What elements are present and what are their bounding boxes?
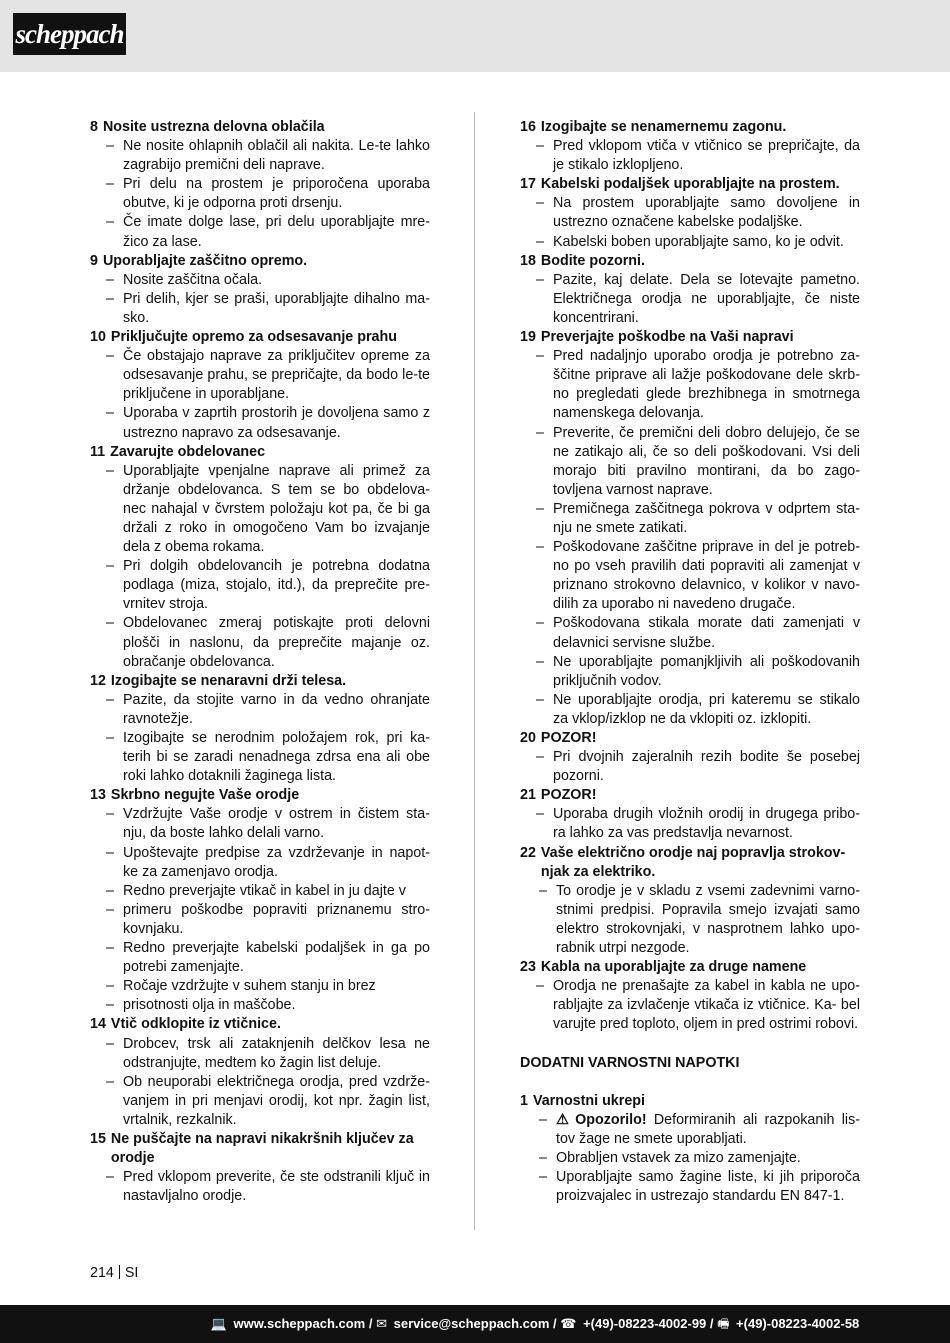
item-number: 20 bbox=[520, 730, 536, 746]
item-heading bbox=[90, 786, 430, 805]
list-item: – Vzdržujte Vaše orodje v ostrem in čistem sta- nju, da boste lahko delali varno. bbox=[90, 805, 430, 843]
item-number: 19 bbox=[520, 329, 536, 346]
footer-website-link[interactable]: www.scheppach.com / bbox=[233, 1316, 373, 1331]
item-heading bbox=[520, 958, 860, 977]
item-heading bbox=[520, 118, 860, 137]
bullet-list bbox=[90, 805, 430, 1015]
item-number: 12 bbox=[90, 672, 106, 689]
list-item: – Obrabljen vstavek za mizo zamenjajte. bbox=[520, 1149, 860, 1168]
item-heading bbox=[520, 844, 860, 882]
bullet-list bbox=[90, 462, 430, 672]
list-item: – Pazite, da stojite varno in da vedno ohranjate ravnotežje. bbox=[90, 691, 430, 729]
item-title: POZOR! bbox=[540, 730, 597, 746]
item-number: 8 bbox=[90, 119, 98, 135]
numbered-item bbox=[90, 443, 430, 672]
warning-text: Deformiranih ali razpokanih lis- tov žage ne smete uporabljati. bbox=[556, 1111, 860, 1147]
item-number: 16 bbox=[520, 119, 536, 135]
item-heading bbox=[90, 118, 430, 137]
item-title: Izogibajte se nenamernemu zagonu. bbox=[540, 119, 787, 135]
page-language: SI bbox=[124, 1265, 139, 1281]
item-title: Uporabljajte zaščitno opremo. bbox=[102, 252, 308, 269]
item-number: 11 bbox=[90, 443, 106, 460]
warning-icon: ⚠ bbox=[556, 1111, 573, 1128]
bullet-list bbox=[520, 194, 860, 251]
item-number: 21 bbox=[520, 787, 536, 804]
bullet-list bbox=[90, 1168, 430, 1206]
item-heading bbox=[90, 672, 430, 691]
footer-bar bbox=[0, 1305, 950, 1343]
bullet-list bbox=[520, 977, 860, 1034]
item-number: 1 bbox=[520, 1092, 528, 1109]
numbered-item bbox=[90, 1130, 430, 1206]
item-heading bbox=[520, 786, 860, 805]
list-item: – Redno preverjajte kabelski podaljšek in ga po potrebi zamenjajte. bbox=[90, 939, 430, 977]
item-title: Bodite pozorni. bbox=[540, 252, 645, 269]
list-item: – Pred vklopom preverite, če ste odstranili ključ in nastavljalno orodje. bbox=[90, 1168, 430, 1206]
list-item: – Pri delu na prostem je priporočena uporaba obutve, ki je odporna proti drsenju. bbox=[90, 175, 430, 213]
bullet-list bbox=[520, 805, 860, 843]
item-number: 9 bbox=[90, 252, 98, 269]
item-title: Vaše električno orodje naj popravlja strokov- njak za elektriko. bbox=[540, 844, 846, 880]
footer-email-link[interactable]: service@scheppach.com / bbox=[393, 1316, 557, 1331]
item-heading bbox=[90, 328, 430, 347]
bullet-list bbox=[90, 137, 430, 252]
bullet-list bbox=[90, 1035, 430, 1130]
warning-label: Opozorilo! bbox=[575, 1111, 647, 1128]
item-heading bbox=[90, 252, 430, 271]
list-item: – Izogibajte se nerodnim položajem rok, pri ka- terih bi se zaradi nenadnega zdrsa ena ali obe roki lahko dotaknili žaginega lista. bbox=[90, 729, 430, 786]
header-bar bbox=[0, 0, 950, 72]
item-heading bbox=[520, 252, 860, 271]
list-item: – Uporaba v zaprtih prostorih je dovoljena samo z ustrezno napravo za odsesavanje. bbox=[90, 404, 430, 442]
numbered-item bbox=[520, 175, 860, 251]
list-item: – Pred vklopom vtiča v vtičnico se prepričajte, da je stikalo izklopljeno. bbox=[520, 137, 860, 175]
list-item: – Orodja ne prenašajte za kabel in kabla ne upo- rabljajte za izvlačenje vtikača iz vtičnice. Ka- bel varujte pred toploto, oljem in pred ostrimi robovi. bbox=[520, 977, 860, 1034]
numbered-item bbox=[90, 252, 430, 328]
phone-icon: ☎ bbox=[560, 1316, 577, 1331]
item-title: Izogibajte se nenaravni drži telesa. bbox=[110, 672, 347, 689]
bullet-list bbox=[90, 347, 430, 442]
brand-logo: scheppach bbox=[13, 13, 126, 55]
item-heading bbox=[90, 443, 430, 462]
fax-icon: 🖷 bbox=[717, 1316, 730, 1331]
numbered-item bbox=[520, 252, 860, 328]
list-item: – Če obstajajo naprave za priključitev opreme za odsesavanje prahu, se prepričajte, da bodo le-te priključene in uporabljane. bbox=[90, 347, 430, 404]
list-item: – Pri dvojnih zajeralnih rezih bodite še posebej pozorni. bbox=[520, 748, 860, 786]
bullet-list bbox=[520, 1111, 860, 1206]
numbered-item bbox=[520, 958, 860, 1034]
page-number bbox=[90, 1265, 138, 1281]
left-column bbox=[90, 118, 430, 1206]
list-item: – Nosite zaščitna očala. bbox=[90, 271, 430, 290]
numbered-item bbox=[520, 844, 860, 959]
list-item: – primeru poškodbe popraviti priznanemu stro- kovnjaku. bbox=[90, 901, 430, 939]
list-item: – Uporabljajte samo žagine liste, ki jih priporoča proizvajalec in ustrezajo standardu EN 847-1. bbox=[520, 1168, 860, 1206]
list-item: – To orodje je v skladu z vsemi zadevnimi varno- stnimi predpisi. Popravila smejo izvajati samo elektro strokovnjaki, v nasprotnem lahko upo- rabnik utrpi nezgode. bbox=[520, 882, 860, 958]
item-number: 13 bbox=[90, 787, 106, 804]
item-title: POZOR! bbox=[540, 787, 597, 804]
item-title: Varnostni ukrepi bbox=[532, 1092, 645, 1109]
numbered-item bbox=[520, 729, 860, 786]
list-item: – Pred nadaljnjo uporabo orodja je potrebno za- ščitne priprave ali lažje poškodovane dele skrb- no pregledati glede brezhibnega in smotrnega namenskega delovanja. bbox=[520, 347, 860, 423]
list-item: – Poškodovana stikala morate dati zamenjati v delavnici servisne službe. bbox=[520, 614, 860, 652]
bullet-list bbox=[520, 137, 860, 175]
item-heading bbox=[520, 729, 860, 748]
numbered-item bbox=[520, 786, 860, 843]
item-number: 10 bbox=[90, 329, 106, 346]
list-item: – Pazite, kaj delate. Dela se lotevajte pametno. Električnega orodja ne uporabljajte, če niste koncentrirani. bbox=[520, 271, 860, 328]
list-item: – Redno preverjajte vtikač in kabel in ju dajte v bbox=[90, 882, 430, 901]
section-title: DODATNI VARNOSTNI NAPOTKI bbox=[520, 1054, 740, 1071]
item-number: 15 bbox=[90, 1130, 106, 1147]
item-number: 14 bbox=[90, 1016, 106, 1033]
item-number: 17 bbox=[520, 176, 536, 193]
list-item: – Uporabljajte vpenjalne naprave ali primež za držanje obdelovanca. S tem se bo obdelova- nec nahajal v čvrstem položaju kot pa, če bi ga držali z roko in omogočeno Vam bo izvajanje dela z obema rokama. bbox=[90, 462, 430, 557]
list-item: – Ne uporabljajte orodja, pri kateremu se stikalo za vklop/izklop ne da vklopiti oz. izklopiti. bbox=[520, 691, 860, 729]
item-number: 23 bbox=[520, 959, 536, 976]
right-column bbox=[520, 118, 860, 1206]
item-title: Zavarujte obdelovanec bbox=[110, 443, 266, 460]
footer-fax: +(49)-08223-4002-58 bbox=[736, 1316, 860, 1331]
numbered-item bbox=[90, 786, 430, 1015]
numbered-item bbox=[90, 1015, 430, 1130]
numbered-item bbox=[520, 118, 860, 175]
list-item: – Uporaba drugih vložnih orodij in drugega pribo- ra lahko za vas predstavlja nevarnost. bbox=[520, 805, 860, 843]
numbered-item bbox=[90, 118, 430, 252]
bullet-list bbox=[520, 271, 860, 328]
list-item: – Na prostem uporabljajte samo dovoljene in ustrezno označene kabelske podaljške. bbox=[520, 194, 860, 232]
bullet-list bbox=[520, 882, 860, 958]
item-title: Ne puščajte na napravi nikakršnih ključev za orodje bbox=[110, 1130, 414, 1167]
item-heading bbox=[90, 1015, 430, 1034]
additional-item bbox=[520, 1092, 860, 1207]
item-heading bbox=[520, 328, 860, 347]
list-item: – Drobcev, trsk ali zataknjenih delčkov lesa ne odstranjujte, medtem ko žagin list deluje. bbox=[90, 1035, 430, 1073]
list-item: – Obdelovanec zmeraj potiskajte proti delovni plošči in naslonu, da preprečite majanje oz. obračanje obdelovanca. bbox=[90, 614, 430, 671]
item-title: Kabelski podaljšek uporabljajte na prostem. bbox=[540, 176, 840, 193]
item-heading bbox=[90, 1130, 430, 1168]
list-item: – Ne nosite ohlapnih oblačil ali nakita. Le-te lahko zagrabijo premični deli naprave. bbox=[90, 137, 430, 175]
numbered-item bbox=[90, 672, 430, 787]
item-title: Preverjajte poškodbe na Vaši napravi bbox=[540, 329, 794, 346]
item-title: Vtič odklopite iz vtičnice. bbox=[110, 1016, 281, 1033]
list-item: – Ročaje vzdržujte v suhem stanju in brez bbox=[90, 977, 430, 996]
list-item: – Kabelski boben uporabljajte samo, ko je odvit. bbox=[520, 233, 860, 252]
item-heading bbox=[520, 1092, 860, 1111]
item-title: Skrbno negujte Vaše orodje bbox=[110, 787, 300, 804]
numbered-item bbox=[520, 328, 860, 729]
computer-icon: 💻 bbox=[210, 1316, 227, 1331]
item-number: 18 bbox=[520, 252, 536, 269]
item-title: Kabla na uporabljajte za druge namene bbox=[540, 959, 807, 976]
list-item: – Preverite, če premični deli dobro delujejo, če se ne zatikajo ali, če so deli poškodovani. Vsi deli morajo biti pravilno montirani, da bo zago- tovljena varnost naprave. bbox=[520, 424, 860, 500]
bullet-list bbox=[520, 748, 860, 786]
list-item: – Ob neuporabi električnega orodja, pred vzdrže- vanjem in pri menjavi orodij, kot npr. žagin list, vrtalnik, rezkalnik. bbox=[90, 1073, 430, 1130]
list-item: – Premičnega zaščitnega pokrova v odprtem sta- nju ne smete zatikati. bbox=[520, 500, 860, 538]
list-item: – Poškodovane zaščitne priprave in del je potreb- no po vseh pravilih dati popraviti ali zamenjat v priznano strokovno delavnico, v kolikor v navo- dilih za uporabo ni navedeno drugače. bbox=[520, 538, 860, 614]
list-item: – Če imate dolge lase, pri delu uporabljajte mre- žico za lase. bbox=[90, 213, 430, 251]
list-item: – prisotnosti olja in maščobe. bbox=[90, 996, 430, 1015]
item-title: Priključujte opremo za odsesavanje prahu bbox=[110, 329, 397, 346]
page-number-value: 214 bbox=[90, 1265, 114, 1281]
column-divider bbox=[474, 112, 475, 1230]
list-item: – Upoštevajte predpise za vzdrževanje in napot- ke za zamenjavo orodja. bbox=[90, 844, 430, 882]
bullet-list bbox=[520, 347, 860, 729]
mail-icon: ✉ bbox=[376, 1316, 387, 1331]
bullet-list bbox=[90, 691, 430, 786]
numbered-item bbox=[90, 328, 430, 443]
list-item: – Ne uporabljajte pomanjkljivih ali poškodovanih priključnih vodov. bbox=[520, 653, 860, 691]
bullet-list bbox=[90, 271, 430, 328]
list-item bbox=[520, 1111, 860, 1149]
list-item: – Pri dolgih obdelovancih je potrebna dodatna podlaga (miza, stojalo, itd.), da preprečite pre- vrnitev stroja. bbox=[90, 557, 430, 614]
list-item: – Pri delih, kjer se praši, uporabljajte dihalno ma- sko. bbox=[90, 290, 430, 328]
item-heading bbox=[520, 175, 860, 194]
page-separator bbox=[119, 1265, 120, 1279]
item-number: 22 bbox=[520, 844, 536, 861]
item-title: Nosite ustrezna delovna oblačila bbox=[102, 119, 325, 135]
footer-phone: +(49)-08223-4002-99 / bbox=[583, 1316, 714, 1331]
